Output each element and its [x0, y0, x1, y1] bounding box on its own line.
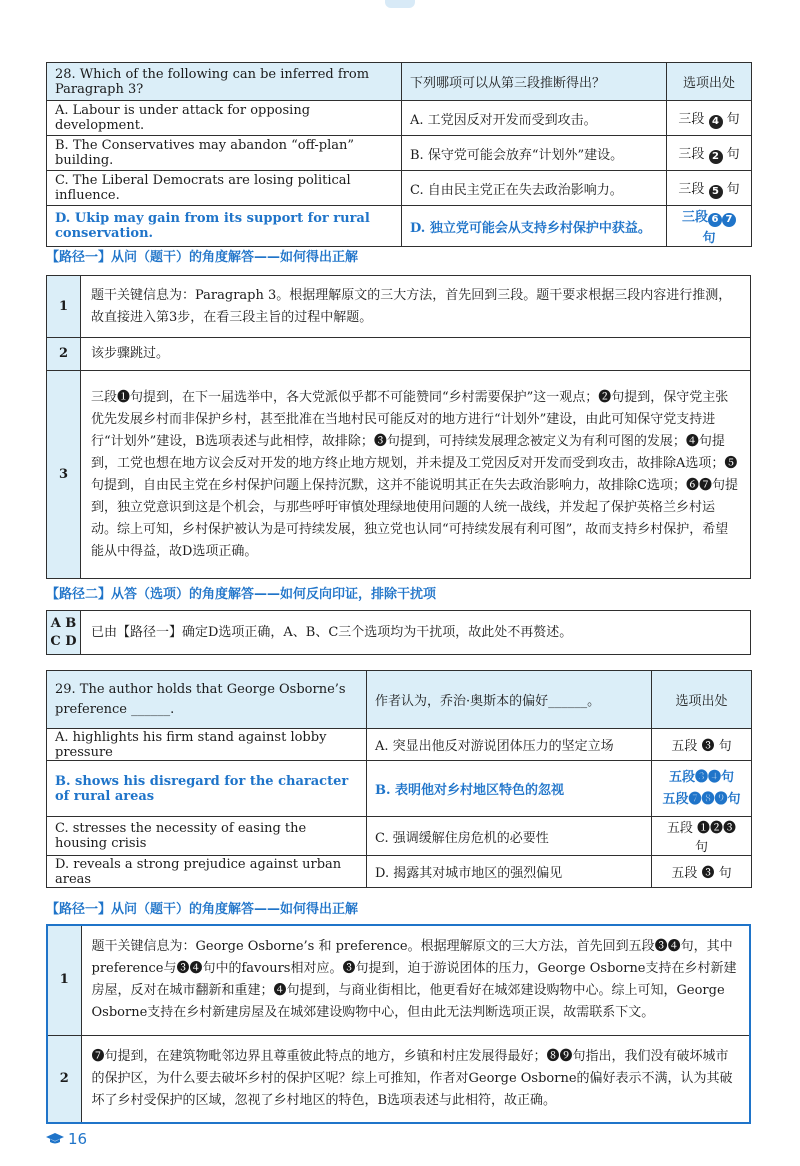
q29-header-row — [47, 671, 752, 729]
option-zh: A. 工党因反对开发而受到攻击。 — [402, 101, 667, 136]
q29-option-row — [47, 817, 752, 856]
step-row — [47, 1035, 750, 1123]
sentence-marker: 2 — [709, 150, 723, 164]
q28-header-row — [47, 63, 752, 101]
q28-option-row — [47, 171, 752, 206]
step-text: 三段❶句提到，在下一届选举中，各大党派似乎都不可能赞同“乡村需要保护”这一观点；❷句提到，保守党主张优先发展乡村而非保护乡村，甚至批准在当地村民可能反对的地方进行“计划外”建设，由此可知保守党支持进行“计划外”建设，B选项表述与此相悖，故排除；❸句提到，可持续发展理念被定义为有利可图的发展；❹句提到，工党也想在地方议会反对开发的地方终止地方规划，并未提及工党因反对开发而受到攻击，故排除A选项；❺句提到，自由民主党在乡村保护问题上保持沉默，这并不能说明其正在失去政治影响力，故排除C选项；❻❼句提到，独立党意识到这是个机会，与那些呼吁审慎处理绿地使用问题的人统一战线，并发起了保护英格兰乡村运动。综上可知，乡村保护被认为是可持续发展，独立党也认同“可持续发展有利可图”，故而支持乡村保护，希望能从中得益，故D选项正确。 — [81, 371, 751, 579]
option-zh: C. 强调缓解住房危机的必要性 — [367, 817, 652, 856]
option-zh: D. 揭露其对城市地区的强烈偏见 — [367, 856, 652, 888]
option-en: A. highlights his firm stand against lobby pressure — [47, 729, 367, 761]
step-number: 1 — [47, 276, 81, 338]
option-zh: B. 保守党可能会放弃“计划外”建设。 — [402, 136, 667, 171]
q29-route1-table — [46, 924, 751, 1124]
sentence-marker: 5 — [709, 185, 723, 199]
option-zh: C. 自由民主党正在失去政治影响力。 — [402, 171, 667, 206]
step-number: 1 — [47, 925, 81, 1035]
q28-route1-table — [46, 275, 751, 579]
step-text: 题干关键信息为：George Osborne’s 和 preference。根据理解原文的三大方法，首先回到五段❸❹句，其中preference与❸❹句中的favours相对应。❸句提到，迫于游说团体的压力，George Osborne支持在乡村新建房屋，反对在城市翻新和重建；❹句提到，与商业街相比，他更看好在城郊建设购物中心。综上可知，George Osborne支持在乡村新建房屋及在城郊建设购物中心，但由此无法判断选项正误，故需联系下文。 — [81, 925, 750, 1035]
distractor-labels: A B C D — [47, 611, 81, 655]
option-en: D. reveals a strong prejudice against urban areas — [47, 856, 367, 888]
step-text: ❼句提到，在建筑物毗邻边界且尊重彼此特点的地方，乡镇和村庄发展得最好；❽❾句指出，我们没有破坏城市的保护区，为什么要去破坏乡村的保护区呢？综上可推知，作者对George Osborne的偏好表示不满，认为其破坏了乡村受保护的区域，忽视了乡村地区的特色，B选项表述与此相符，故正确。 — [81, 1035, 750, 1123]
q28-table — [46, 62, 752, 247]
top-decoration — [385, 0, 415, 8]
step-text: 题干关键信息为：Paragraph 3。根据理解原文的三大方法，首先回到三段。题干要求根据三段内容进行推测，故直接进入第3步，在看三段主旨的过程中解题。 — [81, 276, 751, 338]
distractor-row — [47, 611, 751, 655]
q28-source-header: 选项出处 — [667, 63, 752, 101]
option-en: D. Ukip may gain from its support for rural conservation. — [47, 206, 402, 247]
step-row — [47, 276, 751, 338]
option-source: 三段 2 句 — [667, 136, 752, 171]
q28-route2-table — [46, 610, 751, 655]
option-zh: B. 表明他对乡村地区特色的忽视 — [367, 761, 652, 817]
option-en: B. The Conservatives may abandon “off-plan” building. — [47, 136, 402, 171]
distractor-text: 已由【路径一】确定D选项正确，A、B、C三个选项均为干扰项，故此处不再赘述。 — [81, 611, 751, 655]
page-number: 16 — [68, 1130, 88, 1148]
option-source: 三段 5 句 — [667, 171, 752, 206]
graduation-cap-icon — [46, 1133, 64, 1145]
q28-question-en: 28. Which of the following can be inferred from Paragraph 3? — [47, 63, 402, 101]
q29-correct-option-row — [47, 761, 752, 817]
option-en: C. The Liberal Democrats are losing political influence. — [47, 171, 402, 206]
step-number: 2 — [47, 1035, 81, 1123]
q28-correct-option-row — [47, 206, 752, 247]
option-source: 五段 ❸ 句 — [652, 729, 752, 761]
step-row — [47, 925, 750, 1035]
q28-option-row — [47, 136, 752, 171]
q29-table — [46, 670, 752, 888]
option-source: 三段 4 句 — [667, 101, 752, 136]
step-number: 2 — [47, 338, 81, 371]
step-row — [47, 338, 751, 371]
q29-question-en: 29. The author holds that George Osborne’s preference ______. — [47, 671, 367, 729]
step-row — [47, 371, 751, 579]
option-en: B. shows his disregard for the character of rural areas — [47, 761, 367, 817]
q29-question-zh: 作者认为，乔治·奥斯本的偏好______。 — [367, 671, 652, 729]
option-zh: A. 突显出他反对游说团体压力的坚定立场 — [367, 729, 652, 761]
route1-title: 【路径一】从问（题干）的角度解答——如何得出正解 — [46, 250, 359, 265]
option-source: 三段 6 7 句 — [667, 206, 752, 247]
sentence-marker: 4 — [709, 115, 723, 129]
option-zh: D. 独立党可能会从支持乡村保护中获益。 — [402, 206, 667, 247]
option-source: 五段 ❶❷❸ 句 — [652, 817, 752, 856]
q28-option-row — [47, 101, 752, 136]
q29-option-row — [47, 856, 752, 888]
page-footer — [46, 1130, 87, 1148]
q29-option-row — [47, 729, 752, 761]
sentence-marker: 6 — [708, 213, 722, 227]
sentence-marker: 7 — [722, 213, 736, 227]
option-source: 五段 ❸ 句 — [652, 856, 752, 888]
option-source: 五段❸❹句 五段❼❽❾句 — [652, 761, 752, 817]
step-text: 该步骤跳过。 — [81, 338, 751, 371]
route1-title: 【路径一】从问（题干）的角度解答——如何得出正解 — [46, 902, 359, 917]
option-en: A. Labour is under attack for opposing development. — [47, 101, 402, 136]
step-number: 3 — [47, 371, 81, 579]
route2-title: 【路径二】从答（选项）的角度解答——如何反向印证，排除干扰项 — [46, 587, 437, 602]
q29-source-header: 选项出处 — [652, 671, 752, 729]
q28-question-zh: 下列哪项可以从第三段推断得出？ — [402, 63, 667, 101]
option-en: C. stresses the necessity of easing the housing crisis — [47, 817, 367, 856]
